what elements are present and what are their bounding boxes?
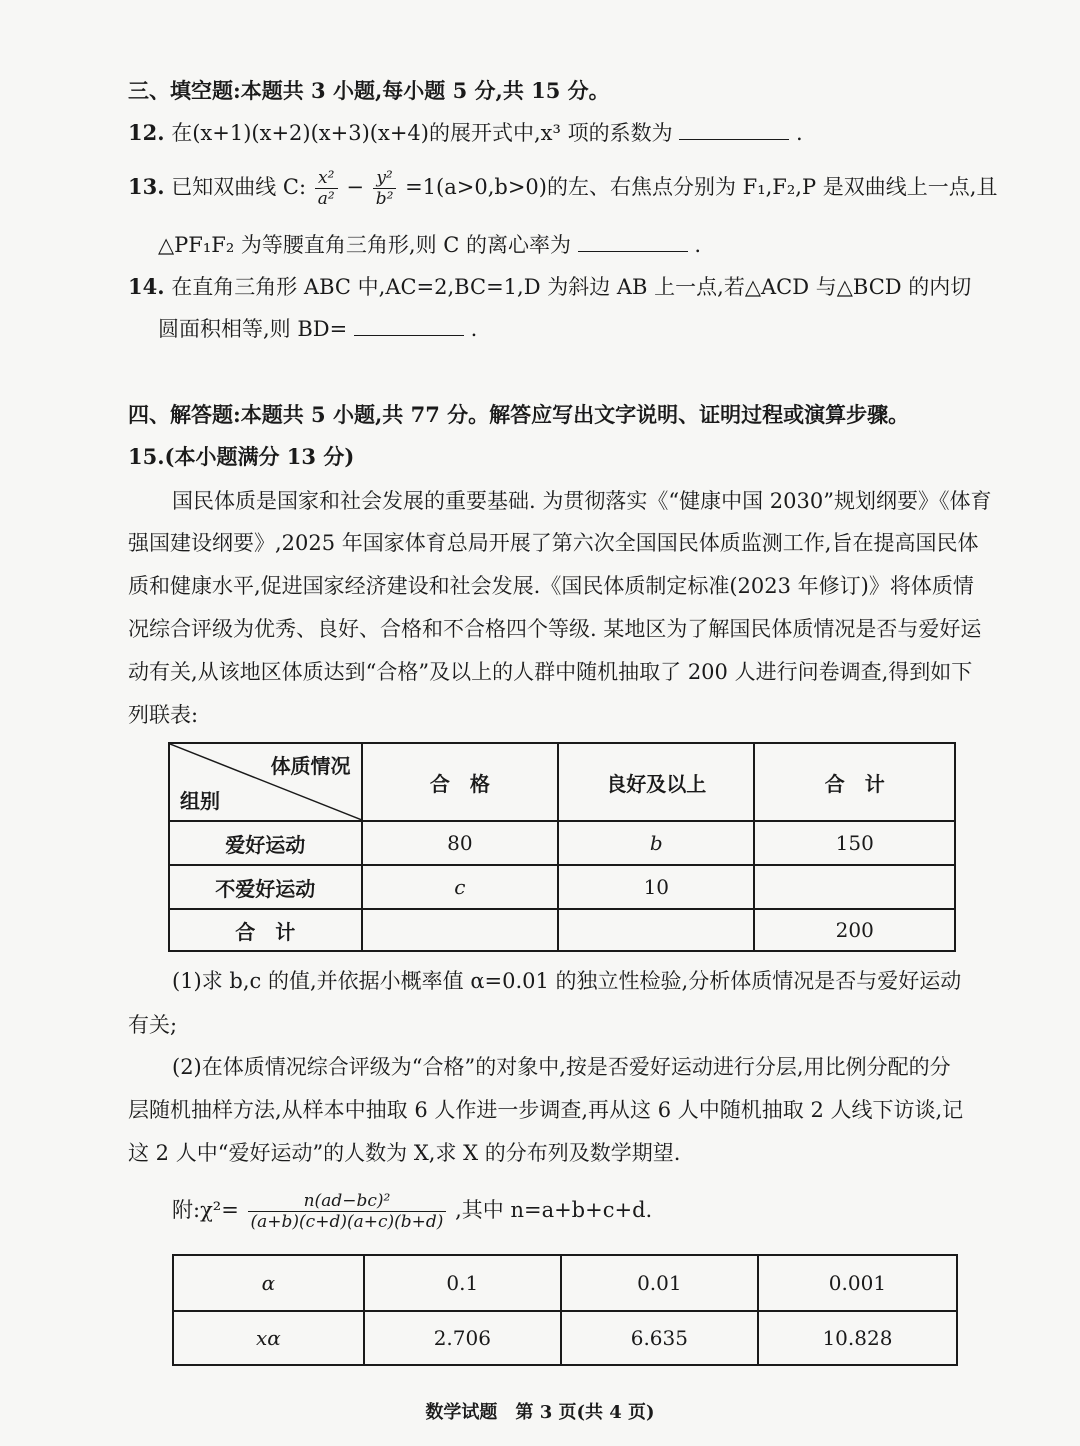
critical-value-table: [172, 1254, 958, 1366]
question-text: 在(x+1)(x+2)(x+3)(x+4)的展开式中,x³ 项的系数为: [171, 121, 673, 145]
q15-paragraph-line: 况综合评级为优秀、良好、合格和不合格四个等级. 某地区为了解国民体质情况是否与爱好运: [128, 617, 982, 641]
table-cell: 80: [362, 821, 559, 865]
table-cell: c: [362, 865, 559, 909]
part2-line: 这 2 人中“爱好运动”的人数为 X,求 X 的分布列及数学期望.: [128, 1141, 681, 1165]
question-13-line2: [158, 230, 701, 260]
corner-top-label: 体质情况: [270, 754, 351, 778]
page-footer: 数学试题 第 3 页(共 4 页): [425, 1402, 655, 1423]
row-label: 合 计: [169, 909, 362, 951]
question-15-title: 15.(本小题满分 13 分): [128, 444, 355, 469]
table-header: 合 计: [754, 743, 955, 821]
question-13-line1: [128, 168, 997, 209]
table-row: [169, 865, 955, 909]
fraction-denominator: a²: [317, 189, 335, 209]
fraction-denominator: b²: [375, 189, 394, 209]
formula-prefix: 附:χ²=: [172, 1198, 239, 1222]
answer-blank: [354, 315, 464, 336]
row-label: 爱好运动: [169, 821, 362, 865]
section4-heading: 四、解答题:本题共 5 小题,共 77 分。解答应写出文字说明、证明过程或演算步骤。: [128, 402, 910, 427]
answer-blank: [578, 231, 688, 252]
q15-paragraph-line: 动有关,从该地区体质达到“合格”及以上的人群中随机抽取了 200 人进行问卷调查,得到如下: [128, 660, 973, 684]
row-label: 不爱好运动: [169, 865, 362, 909]
table-cell: 2.706: [364, 1311, 561, 1365]
part1-line: (1)求 b,c 的值,并依据小概率值 α=0.01 的独立性检验,分析体质情况是否与爱好运动: [172, 969, 962, 993]
question-end: .: [795, 121, 803, 145]
table-header: 良好及以上: [558, 743, 754, 821]
question-text: =1(a>0,b>0)的左、右焦点分别为 F₁,F₂,P 是双曲线上一点,且: [405, 175, 998, 199]
table-cell: 150: [754, 821, 955, 865]
fraction-numerator: y²: [373, 168, 397, 189]
table-cell: [558, 909, 754, 951]
table-cell: [754, 865, 955, 909]
part2-line: 层随机抽样方法,从样本中抽取 6 人作进一步调查,再从这 6 人中随机抽取 2 人线下访谈,记: [128, 1098, 964, 1122]
chi-square-formula: [172, 1188, 652, 1232]
q15-paragraph-line: 强国建设纲要》,2025 年国家体育总局开展了第六次全国国民体质监测工作,旨在提高国民体: [128, 531, 979, 555]
table-cell: 0.01: [561, 1255, 758, 1311]
fraction-numerator: x²: [315, 168, 338, 189]
contingency-table: [168, 742, 956, 952]
table-row: [173, 1255, 957, 1311]
fraction-denominator: (a+b)(c+d)(a+c)(b+d): [250, 1212, 444, 1232]
table-cell: α: [173, 1255, 364, 1311]
q15-paragraph-line: 国民体质是国家和社会发展的重要基础. 为贯彻落实《“健康中国 2030”规划纲要》《体育: [172, 489, 992, 513]
table-cell: 10.828: [758, 1311, 957, 1365]
question-text: 已知双曲线 C:: [171, 175, 307, 199]
table-row: [169, 909, 955, 951]
question-14-line1: [128, 272, 971, 302]
fraction-numerator: n(ad−bc)²: [248, 1191, 447, 1212]
corner-bottom-label: 组别: [180, 789, 220, 813]
table-row: [173, 1311, 957, 1365]
table-cell: 0.001: [758, 1255, 957, 1311]
fraction-x2-a2: [315, 168, 338, 209]
table-header: 合 格: [362, 743, 559, 821]
table-row: [169, 821, 955, 865]
chi-square-fraction: [248, 1191, 447, 1232]
table-cell: xα: [173, 1311, 364, 1365]
question-end: .: [694, 233, 702, 257]
table-cell: 0.1: [364, 1255, 561, 1311]
q15-paragraph-line: 列联表:: [128, 703, 199, 727]
question-number: 13.: [128, 174, 165, 199]
question-12: [128, 118, 803, 148]
q15-paragraph-line: 质和健康水平,促进国家经济建设和社会发展.《国民体质制定标准(2023 年修订)》将体质情: [128, 574, 974, 598]
question-text: 圆面积相等,则 BD=: [158, 317, 348, 341]
question-number: 12.: [128, 120, 165, 145]
answer-blank: [679, 119, 789, 140]
table-cell: 200: [754, 909, 955, 951]
table-header-row: [169, 743, 955, 821]
formula-suffix: ,其中 n=a+b+c+d.: [455, 1198, 653, 1222]
minus-sign: −: [346, 175, 364, 199]
question-14-line2: [158, 314, 477, 344]
table-cell: 10: [558, 865, 754, 909]
section3-heading: 三、填空题:本题共 3 小题,每小题 5 分,共 15 分。: [128, 78, 610, 103]
fraction-y2-b2: [373, 168, 397, 209]
question-end: .: [470, 317, 478, 341]
table-corner-cell: [169, 743, 362, 821]
part2-line: (2)在体质情况综合评级为“合格”的对象中,按是否爱好运动进行分层,用比例分配的分: [172, 1055, 951, 1079]
table-cell: b: [558, 821, 754, 865]
question-number: 14.: [128, 274, 165, 299]
part1-line: 有关;: [128, 1013, 178, 1037]
table-cell: 6.635: [561, 1311, 758, 1365]
table-cell: [362, 909, 559, 951]
question-text: △PF₁F₂ 为等腰直角三角形,则 C 的离心率为: [158, 233, 572, 257]
question-text: 在直角三角形 ABC 中,AC=2,BC=1,D 为斜边 AB 上一点,若△ACD 与△BCD 的内切: [171, 275, 972, 299]
